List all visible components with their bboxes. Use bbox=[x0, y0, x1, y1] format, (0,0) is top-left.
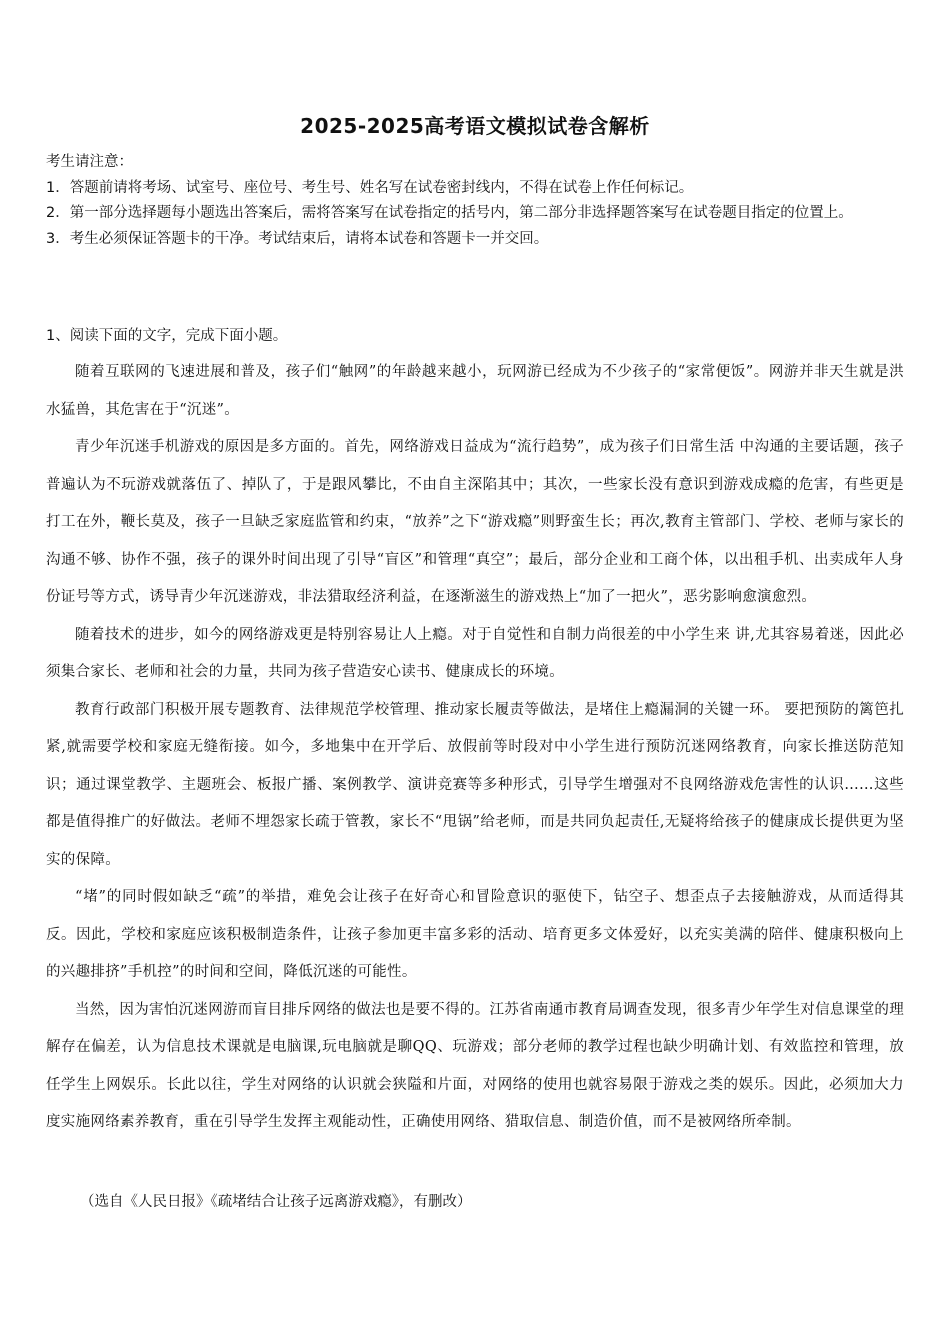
notice-heading: 考生请注意： bbox=[46, 154, 133, 170]
question-prompt: 1、阅读下面的文字，完成下面小题。 bbox=[46, 328, 288, 344]
page-title: 2025-2025高考语文模拟试卷含解析 bbox=[300, 114, 650, 138]
passage-paragraph: 随着技术的进步，如今的网络游戏更是特别容易让人上瘾。对于自觉性和自制力尚很差的中小学生来 讲,尤其容易着迷，因此必须集合家长、老师和社会的力量，共同为孩子营造安心读书、健康成长的环境。 bbox=[46, 626, 904, 680]
notice-item: 3．考生必须保证答题卡的干净。考试结束后，请将本试卷和答题卡一并交回。 bbox=[46, 230, 549, 247]
passage-paragraph: 随着互联网的飞速进展和普及，孩子们“触网”的年龄越来越小，玩网游已经成为不少孩子的“家常便饭”。网游并非天生就是洪水猛兽，其危害在于“沉迷”。 bbox=[46, 364, 904, 418]
passage-paragraph: 教育行政部门积极开展专题教育、法律规范学校管理、推动家长履责等做法，是堵住上瘾漏洞的关键一环。 要把预防的篱笆扎紧,就需要学校和家庭无缝衔接。如今，多地集中在开学后、放假前等时段对中小学生进行预防沉迷网络教育，向家长推送防范知识；通过课堂教学、主题班会、板报广播、案例教学、演讲竞赛等多种形式，引导学生增强对不良网络游戏危害性的认识……这些都是值得推广的好做法。老师不埋怨家长疏于管教，家长不“甩锅”给老师，而是共同负起责任,无疑将给孩子的健康成长提供更为坚实的保障。 bbox=[46, 701, 904, 868]
notice-item: 2．第一部分选择题每小题选出答案后，需将答案写在试卷指定的括号内，第二部分非选择题答案写在试卷题目指定的位置上。 bbox=[46, 205, 853, 221]
passage-source: （选自《人民日报》《疏堵结合让孩子远离游戏瘾》，有删改） bbox=[80, 1194, 472, 1210]
notice-item: 1．答题前请将考场、试室号、座位号、考生号、姓名写在试卷密封线内，不得在试卷上作任何标记。 bbox=[46, 179, 694, 196]
passage-paragraph: “堵”的同时假如缺乏“疏”的举措，难免会让孩子在好奇心和冒险意识的驱使下，钻空子、想歪点子去接触游戏，从而适得其反。因此，学校和家庭应该积极制造条件，让孩子参加更丰富多彩的活动、培育更多文体爱好，以充实美满的陪伴、健康积极向上的兴趣排挤”手机控”的时间和空间，降低沉迷的可能性。 bbox=[46, 889, 904, 980]
exam-notice bbox=[46, 150, 904, 252]
passage-paragraph: 当然，因为害怕沉迷网游而盲目排斥网络的做法也是要不得的。江苏省南通市教育局调查发现，很多青少年学生对信息课堂的理解存在偏差，认为信息技术课就是电脑课,玩电脑就是聊QQ、玩游戏；部分老师的教学过程也缺少明确计划、有效监控和管理，放任学生上网娱乐。长此以往，学生对网络的认识就会狭隘和片面，对网络的使用也就容易限于游戏之类的娱乐。因此，必须加大力度实施网络素养教育，重在引导学生发挥主观能动性，正确使用网络、猎取信息、制造价值，而不是被网络所牵制。 bbox=[46, 1001, 904, 1130]
passage-paragraph: 青少年沉迷手机游戏的原因是多方面的。首先，网络游戏日益成为“流行趋势”，成为孩子们日常生活 中沟通的主要话题，孩子普遍认为不玩游戏就落伍了、掉队了，于是跟风攀比，不由自主深陷其中；其次，一些家长没有意识到游戏成瘾的危害，有些更是打工在外，鞭长莫及，孩子一旦缺乏家庭监管和约束，“放养”之下“游戏瘾”则野蛮生长；再次,教育主管部门、学校、老师与家长的沟通不够、协作不强，孩子的课外时间出现了引导“盲区”和管理“真空”；最后，部分企业和工商个体，以出租手机、出卖成年人身份证号等方式，诱导青少年沉迷游戏，非法猎取经济利益，在逐渐滋生的游戏热上“加了一把火”，恶劣影响愈演愈烈。 bbox=[46, 439, 904, 605]
reading-passage bbox=[46, 354, 904, 1142]
